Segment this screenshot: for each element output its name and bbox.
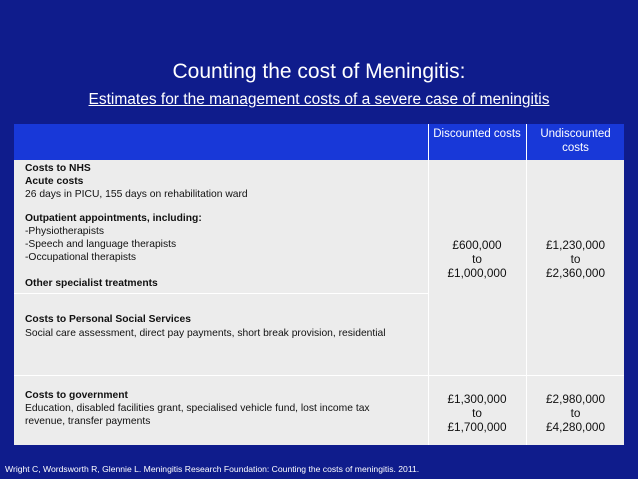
value-line: £2,360,000	[545, 266, 606, 280]
social-heading: Costs to Personal Social Services	[25, 314, 191, 325]
slide-subtitle: Estimates for the management costs of a severe case of meningitis	[88, 91, 550, 108]
nhs-heading: Costs to NHS	[25, 163, 91, 174]
outpatient-item: -Physiotherapists	[25, 226, 104, 237]
value-line: £1,000,000	[447, 266, 507, 280]
row-nhs	[14, 160, 428, 293]
cost-table	[14, 124, 624, 445]
row-government	[14, 376, 428, 445]
value-line: £1,230,000	[545, 238, 606, 252]
acute-detail: 26 days in PICU, 155 days on rehabilitation ward	[25, 189, 248, 200]
government-heading: Costs to government	[25, 390, 128, 401]
outpatient-item: -Occupational therapists	[25, 252, 137, 263]
table-header-row	[14, 124, 624, 160]
value-government-discounted	[428, 392, 526, 434]
value-nhs-social-undiscounted	[527, 238, 624, 280]
row-social-services	[14, 294, 428, 375]
header-discounted: Discounted costs	[433, 128, 521, 140]
value-line: to	[570, 252, 581, 266]
other-treatments: Other specialist treatments	[25, 278, 158, 289]
value-line: to	[472, 406, 482, 420]
outpatient-heading: Outpatient appointments, including:	[25, 213, 202, 224]
value-line: £2,980,000	[545, 392, 606, 406]
value-line: to	[472, 252, 482, 266]
citation-footer: Wright C, Wordsworth R, Glennie L. Meningitis Research Foundation: Counting the costs of meningitis. 2011.	[5, 464, 420, 474]
government-detail-line: revenue, transfer payments	[25, 416, 151, 427]
acute-heading: Acute costs	[25, 176, 84, 187]
value-line: £4,280,000	[545, 420, 606, 434]
social-detail: Social care assessment, direct pay payments, short break provision, residential	[25, 328, 386, 339]
value-line: to	[570, 406, 581, 420]
value-line: £1,700,000	[447, 420, 507, 434]
outpatient-item: -Speech and language therapists	[25, 239, 177, 250]
slide-title: Counting the cost of Meningitis:	[172, 60, 466, 83]
value-government-undiscounted	[527, 392, 624, 434]
value-line: £1,300,000	[447, 392, 507, 406]
header-undiscounted: Undiscounted costs	[540, 128, 611, 154]
government-detail-line: Education, disabled facilities grant, specialised vehicle fund, lost income tax	[25, 403, 370, 414]
value-line: £600,000	[452, 238, 502, 252]
value-nhs-social-discounted	[428, 238, 526, 280]
